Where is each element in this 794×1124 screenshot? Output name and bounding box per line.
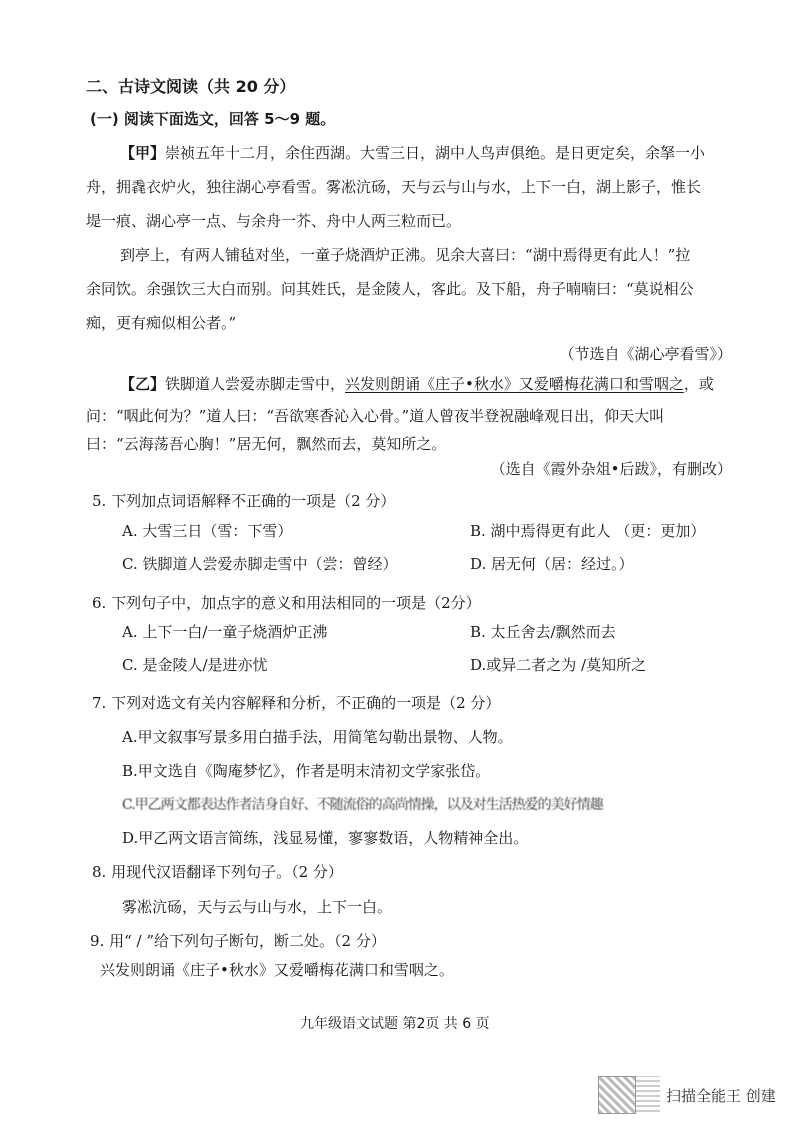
q6-option-d: D.或异二者之为 /莫知所之 <box>470 656 647 674</box>
passage-jia-line-2: 舟，拥毳衣炉火，独往湖心亭看雪。雾凇沆砀，天与云与山与水，上下一白，湖上影子，惟长 <box>86 178 702 196</box>
q9-stem: 9. 用“ / ”给下列句子断句，断二处。（2 分） <box>90 932 386 950</box>
q8-stem: 8. 用现代汉语翻译下列句子。（2 分） <box>92 863 343 881</box>
q5-option-b: B. 湖中焉得更有此人 （更：更加） <box>470 522 706 540</box>
page-footer: 九年级语文试题 第2页 共 6 页 <box>300 1016 490 1032</box>
q5-stem: 5. 下列加点词语解释不正确的一项是（2 分） <box>92 492 396 510</box>
passage-jia-line-6: 痴，更有痴似相公者。” <box>86 314 237 332</box>
scanner-watermark: 扫描全能王 创建 <box>666 1087 776 1105</box>
q7-option-b: B.甲文选自《陶庵梦忆》，作者是明末清初文学家张岱。 <box>122 762 491 780</box>
q7-option-c: C.甲乙两文都表达作者洁身自好、不随流俗的高尚情操，以及对生活热爱的美好情趣 <box>122 797 603 813</box>
passage-yi-source: （选自《霞外杂俎•后跋》，有删改） <box>490 460 732 478</box>
q6-option-a: A. 上下一白/一童子烧酒炉正沸 <box>122 623 328 641</box>
q7-stem: 7. 下列对选文有关内容解释和分析，不正确的一项是（2 分） <box>92 694 501 712</box>
q7-option-a: A.甲文叙事写景多用白描手法，用简笔勾勒出景物、人物。 <box>122 728 513 746</box>
passage-yi-underlined: 兴发则朗诵《庄子•秋水》又爱嚼梅花满口和雪咽之 <box>345 375 684 393</box>
passage-yi-label: 【乙】 <box>120 375 166 393</box>
passage-jia-line-1: 【甲】崇祯五年十二月，余住西湖。大雪三日，湖中人鸟声俱绝。是日更定矣，余拏一小 <box>120 144 706 162</box>
q5-option-d: D. 居无何（居：经过。） <box>470 555 634 573</box>
q6-option-b: B. 太丘舍去/飘然而去 <box>470 623 616 641</box>
subsection-instruction: (一) 阅读下面选文，回答 5～9 题。 <box>90 110 336 128</box>
passage-yi-line-3: 曰：“云海荡吾心胸！”居无何，飘然而去，莫知所之。 <box>86 435 447 453</box>
passage-jia-line-4: 到亭上，有两人铺毡对坐，一童子烧酒炉正沸。见余大喜曰：“湖中焉得更有此人！”拉 <box>120 246 691 264</box>
q6-stem: 6. 下列句子中，加点字的意义和用法相同的一项是（2分） <box>92 594 481 612</box>
q9-sentence: 兴发则朗诵《庄子•秋水》又爱嚼梅花满口和雪咽之。 <box>100 961 454 979</box>
passage-jia-source: （节选自《湖心亭看雪》） <box>559 345 732 363</box>
q8-sentence: 雾凇沆砀，天与云与山与水，上下一白。 <box>122 898 393 916</box>
section-title: 二、古诗文阅读（共 20 分） <box>86 77 296 96</box>
q6-option-c: C. 是金陵人/是进亦忧 <box>122 656 268 674</box>
passage-yi-line-1: 【乙】铁脚道人尝爱赤脚走雪中，兴发则朗诵《庄子•秋水》又爱嚼梅花满口和雪咽之，或 <box>120 375 714 393</box>
passage-jia-label: 【甲】 <box>120 144 166 162</box>
scanner-qr-icon <box>598 1076 636 1114</box>
passage-jia-line-5: 余同饮。余强饮三大白而别。问其姓氏，是金陵人，客此。及下船，舟子喃喃曰：“莫说相公 <box>86 280 694 298</box>
passage-yi-line-2: 问：“咽此何为？”道人曰：“吾欲寒香沁入心骨。”道人曾夜半登祝融峰观日出，仰天大叫 <box>86 407 665 425</box>
q5-option-a: A. 大雪三日（雪：下雪） <box>122 522 293 540</box>
scanner-logo-icon <box>636 1076 660 1112</box>
q7-option-d: D.甲乙两文语言简练，浅显易懂，寥寥数语，人物精神全出。 <box>122 829 529 847</box>
passage-jia-line-3: 堤一痕、湖心亭一点、与余舟一芥、舟中人两三粒而已。 <box>86 212 462 230</box>
q5-option-c: C. 铁脚道人尝爱赤脚走雪中（尝：曾经） <box>122 555 398 573</box>
